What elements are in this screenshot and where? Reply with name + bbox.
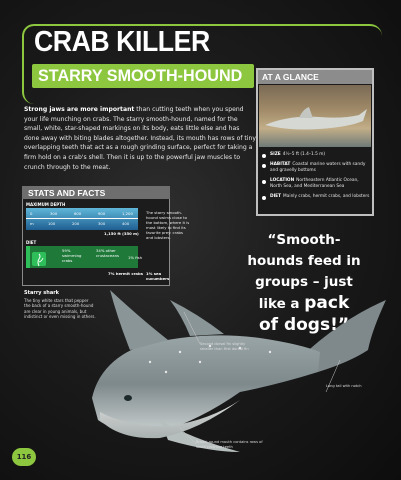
bullet-icon (262, 196, 266, 200)
fact-habitat: HABITAT Coastal marine waters with sandy and gravelly bottoms (262, 162, 370, 174)
stats-title: STATS AND FACTS (28, 188, 106, 198)
caption-title: Starry shark (24, 290, 59, 296)
depth-m-200: 200 (72, 221, 80, 226)
fact-diet: DIET Mainly crabs, hermit crabs, and lobsters (262, 194, 370, 200)
depth-ft-1200: 1,200 (122, 211, 133, 216)
bullet-icon (262, 164, 266, 168)
quote-line-4: like a pack (258, 293, 350, 313)
diet-fish: 1% fish (128, 255, 143, 260)
page-subtitle: STARRY SMOOTH-HOUND (38, 66, 243, 85)
page-title: CRAB KILLER (34, 26, 210, 58)
depth-ft-300: 300 (50, 211, 58, 216)
depth-ft-900: 900 (98, 211, 106, 216)
glance-facts-list (262, 152, 370, 204)
depth-value: 1,150 ft (350 m) (104, 231, 139, 236)
intro-body: than cutting teeth when you spend your life munching on crabs. The starry smooth-hound, named for the small, white, star-shaped markings on its body, eats little else and has done away with biting blades altogether. Instead, its mouth has rows of tiny overlapping teeth that act as a rough grinding surface, perfect for taking a firm hold on a crab's shell. Then it is up to the powerful jaw muscles to crunch through to the meat. (24, 106, 256, 171)
depth-note: The starry smooth-hound swims close to the bottom, where it is most likely to find its favorite prey: crabs and lobsters. (146, 210, 190, 240)
depth-m-unit: m (30, 221, 34, 226)
quote-line-2: hounds feed in (247, 253, 361, 269)
diet-seg-fish (26, 246, 30, 268)
bullet-icon (262, 180, 266, 184)
diet-other-crustaceans: 34% other crustaceans (96, 248, 119, 258)
pull-quote (234, 230, 374, 336)
depth-m-400: 400 (122, 221, 130, 226)
page-number: 116 (12, 448, 36, 466)
intro-paragraph (24, 105, 256, 172)
shark-photo (259, 85, 371, 147)
depth-ft-600: 600 (74, 211, 82, 216)
fact-size: SIZE 4½–5 ft (1.4–1.5 m) (262, 152, 370, 158)
diet-label: DIET (26, 240, 37, 245)
depth-scale-line (26, 218, 138, 219)
annotation-tail: Long tail with notch (326, 384, 362, 388)
quote-line-5: of dogs!” (258, 315, 350, 335)
fact-location: LOCATION Northeastern Atlantic Ocean, North Sea, and Mediterranean Sea (262, 178, 370, 190)
bullet-icon (262, 154, 266, 158)
at-a-glance-title: AT A GLANCE (262, 72, 319, 82)
diet-sea-cucumbers: 1% sea cucumbers (146, 271, 170, 281)
caption-body: The tiny white stars that pepper the back of a starry smooth-hound are clear in young animals, but indistinct or even missing in others. (24, 298, 96, 320)
intro-lead: Strong jaws are more important (24, 106, 135, 113)
depth-m-100: 100 (48, 221, 56, 226)
depth-ft-0: 0 (30, 211, 33, 216)
seaweed-icon (32, 252, 46, 266)
diet-hermit-crabs: 7% hermit crabs (108, 271, 143, 276)
max-depth-label: MAXIMUM DEPTH (26, 202, 66, 207)
annotation-dorsal-fin: Second dorsal fin slightly smaller than first dorsal fin (200, 342, 249, 351)
depth-m-300: 300 (98, 221, 106, 226)
quote-line-1: “Smooth- (267, 232, 341, 248)
quote-line-3: groups – just (255, 274, 353, 290)
diet-swimming-crabs: 59% swimming crabs (62, 248, 82, 263)
annotation-mouth: Broad, round mouth contains rows of small crushing teeth (196, 440, 263, 449)
